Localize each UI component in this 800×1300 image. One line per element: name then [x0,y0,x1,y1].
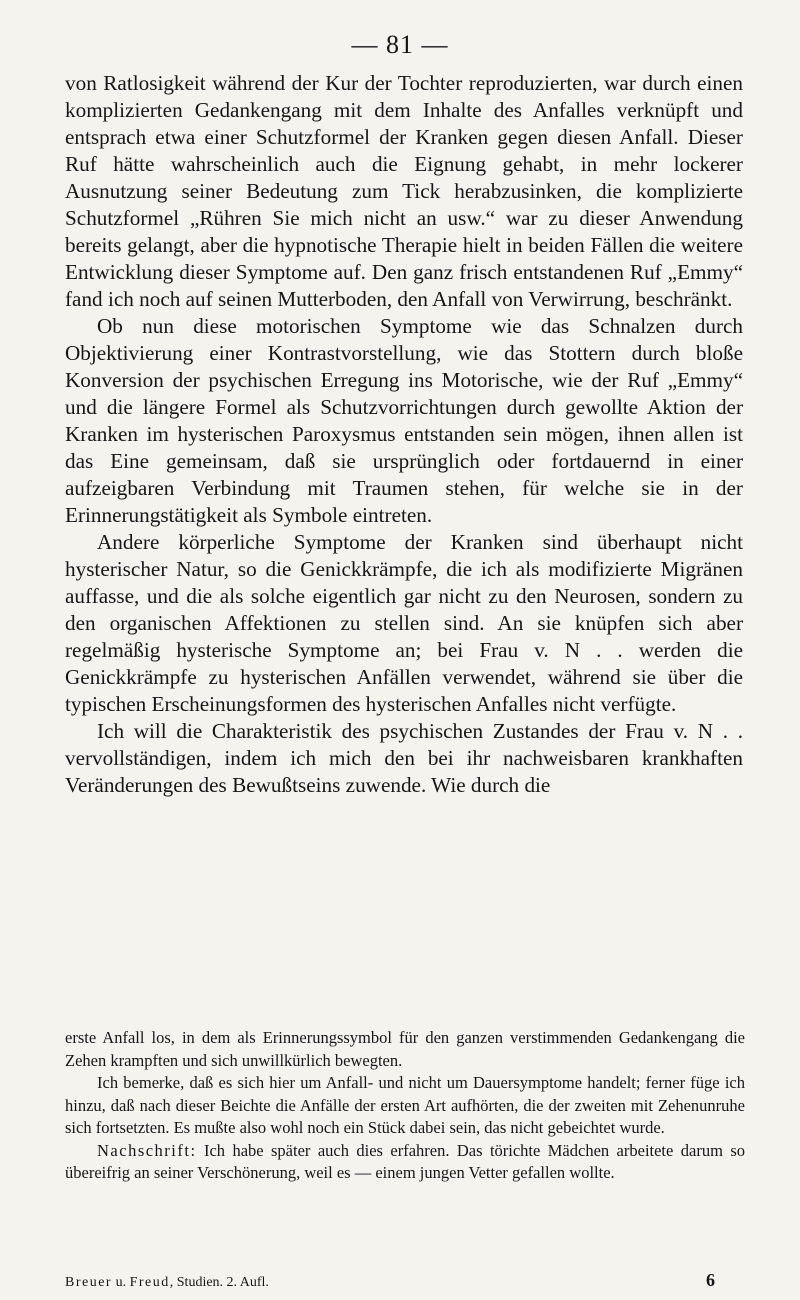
paragraph-2: Ob nun diese motorischen Symptome wie das Schnalzen durch Objektivierung einer Kontrastvorstellung, wie das Stottern durch bloße Konversion der psychischen Erregung ins Motorische, wie der Ruf „Emmy“ und die längere Formel als Schutzvorrichtungen durch gewollte Aktion der Kranken im hysterischen Paroxysmus entstanden sein mögen, ihnen allen ist das Eine gemeinsam, daß sie ursprünglich oder fortdauernd in einer aufzeigbaren Verbindung mit Traumen stehen, für welche sie in der Erinnerungstätigkeit als Symbole eintreten. [65,314,743,527]
footnote-paragraph-2: Ich bemerke, daß es sich hier um Anfall- und nicht um Dauersymptome handelt; ferner füge ich hinzu, daß nach dieser Beichte die Anfälle der ersten Art aufhörten, die der zweiten mit Zehenunruhe sich fortsetzten. Es mußte also wohl noch ein Stück dabei sein, das nicht gebeichtet wurde. [65,1073,745,1137]
page-number: — 81 — [351,30,449,59]
author-breuer: Breuer [65,1275,113,1290]
signature-mark: 6 [706,1270,715,1290]
footnote-block [65,1027,745,1185]
main-text [65,70,743,799]
bibliographic-line [65,1275,269,1291]
postscript-text: Ich habe später auch dies erfahren. Das törichte Mädchen arbeitete darum so übereifrig an seiner Verschönerung, weil es — einem jungen Vetter gefallen wollte. [65,1140,745,1182]
paragraph-1: von Ratlosigkeit während der Kur der Tochter reproduzierten, war durch einen komplizierten Gedankengang mit dem Inhalte des Anfalles verknüpft und entsprach etwa einer Schutzformel der Kranken gegen diesen Anfall. Dieser Ruf hätte wahrscheinlich auch die Eignung gehabt, in mehr lockerer Ausnutzung seiner Bedeutung zum Tick herabzusinken, die komplizierte Schutzformel „Rühren Sie mich nicht an usw.“ war zu dieser Anwendung bereits gelangt, aber die hypnotische Therapie hielt in beiden Fällen die weitere Entwicklung dieser Symptome auf. Den ganz frisch entstandenen Ruf „Emmy“ fand ich noch auf seinen Mutterboden, den Anfall von Verwirrung, beschränkt. [65,71,743,311]
footnote-paragraph-1: erste Anfall los, in dem als Erinnerungssymbol für den ganzen verstimmenden Gedankengang die Zehen krampften und sich unwillkürlich bewegten. [65,1028,745,1070]
book-title: , Studien. 2. Aufl. [169,1275,269,1290]
author-freud: Freud [129,1275,170,1290]
paragraph-4: Ich will die Charakteristik des psychischen Zustandes der Frau v. N . . vervollständigen, indem ich mich den bei ihr nachweisbaren krankhaften Veränderungen des Bewußtseins zuwende. Wie durch die [65,719,743,797]
paragraph-3: Andere körperliche Symptome der Kranken sind überhaupt nicht hysterischer Natur, so die Genickkrämpfe, die ich als modifizierte Migränen auffasse, und die als solche eigentlich gar nicht zu den Neurosen, sondern zu den organischen Affektionen zu stellen sind. An sie knüpfen sich aber regelmäßig hysterische Symptome an; bei Frau v. N . . werden die Genickkrämpfe zu hysterischen Anfällen verwendet, während sie über die typischen Erscheinungsformen des hysterischen Anfalles nicht verfügte. [65,530,743,716]
postscript [65,1140,745,1185]
postscript-label: Nachschrift: [97,1140,197,1160]
page-footer [65,1270,745,1291]
author-connector: u. [112,1275,130,1290]
